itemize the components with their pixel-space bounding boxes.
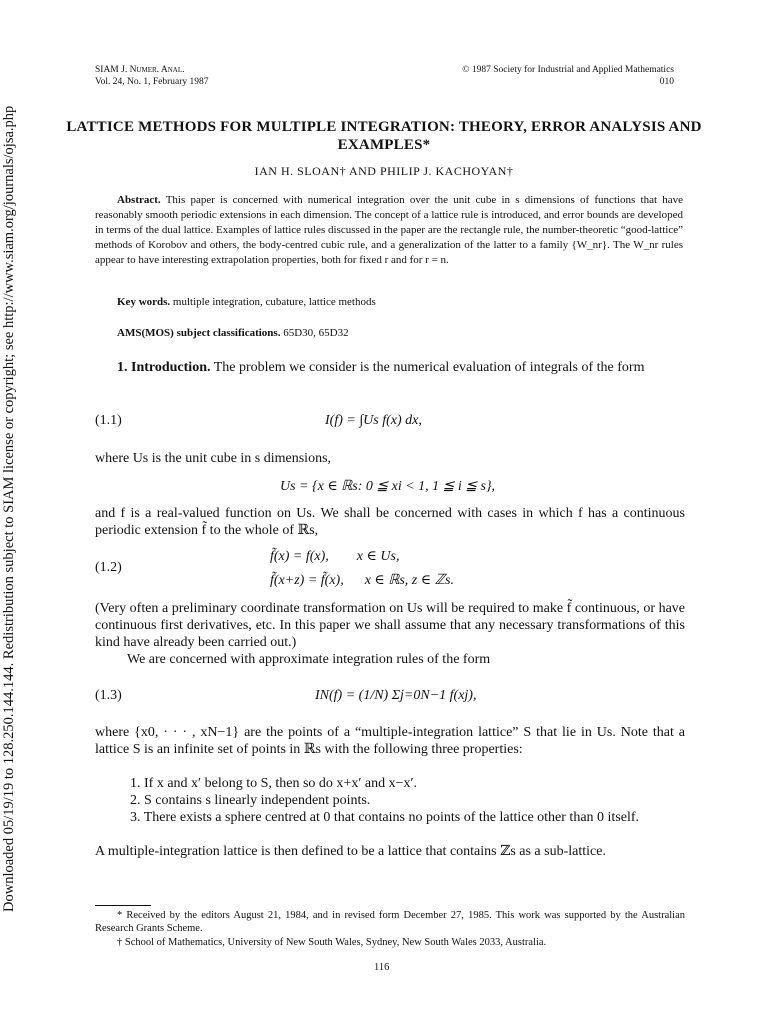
keywords-text: multiple integration, cubature, lattice methods: [172, 296, 376, 308]
paragraph-definition: A multiple-integration lattice is then defined to be a lattice that contains ℤs as a sub-lattice.: [95, 844, 606, 859]
footnote-affiliation: † School of Mathematics, University of New South Wales, Sydney, New South Wales 2033, Australia.: [117, 937, 547, 948]
abstract-label: Abstract.: [117, 194, 161, 206]
ams-label: AMS(MOS) subject classifications.: [117, 327, 281, 339]
footnote-rule: [95, 905, 151, 906]
paper-title: LATTICE METHODS FOR MULTIPLE INTEGRATION: THEORY, ERROR ANALYSIS AND EXAMPLES*: [66, 119, 702, 153]
lattice-properties: [130, 775, 685, 826]
journal-volume: Vol. 24, No. 1, February 1987: [95, 77, 209, 87]
journal-name: SIAM J. Numer. Anal.: [95, 65, 185, 75]
keywords: [117, 296, 376, 308]
intro-paragraph: [95, 359, 685, 376]
paragraph-lattice: where {x0, · · · , xN−1} are the points of a “multiple-integration lattice” S that lie in Us. Note that a lattice S is an infinite set of points in ℝs with the following three properties:: [95, 725, 685, 757]
page-number: 116: [374, 962, 390, 973]
section-heading: 1. Introduction.: [117, 360, 211, 375]
intro-text: The problem we consider is the numerical evaluation of integrals of the form: [213, 360, 645, 375]
keywords-label: Key words.: [117, 296, 171, 308]
paper-authors: IAN H. SLOAN† AND PHILIP J. KACHOYAN†: [254, 164, 514, 178]
ams-classification: [117, 327, 349, 339]
ams-text: 65D30, 65D32: [283, 327, 349, 339]
copyright-line: © 1987 Society for Industrial and Applied Mathematics: [462, 65, 674, 75]
equation-1-2a: f̃(x) = f(x), x ∈ Us,: [270, 549, 400, 564]
footnote-received: * Received by the editors August 21, 1984, and in revised form December 27, 1985. This work was supported by the Australian Research Grants Scheme.: [95, 910, 685, 934]
property-3: 3. There exists a sphere centred at 0 that contains no points of the lattice other than 0 itself.: [130, 810, 640, 825]
equation-1-1: I(f) = ∫Us f(x) dx,: [325, 413, 422, 428]
equation-1-2b: f̃(x+z) = f̃(x), x ∈ ℝs, z ∈ ℤs.: [270, 573, 454, 588]
equation-number-1-3: (1.3): [95, 688, 122, 703]
paragraph-rules: We are concerned with approximate integration rules of the form: [127, 652, 491, 667]
download-notice: Downloaded 05/19/19 to 128.250.144.144. Redistribution subject to SIAM license or copyright; see http://www.siam.org/journals/ojsa.php: [1, 105, 17, 912]
abstract-text: This paper is concerned with numerical integration over the unit cube in s dimensions of functions that have reasonably smooth periodic extensions in each dimension. The concept of a lattice rule is introduced, and error bounds are developed in terms of the dual lattice. Examples of lattice rules discussed in the paper are the rectangle rule, the number-theoretic “good-lattice” methods of Korobov and others, the body-centred cubic rule, and a generalization of the latter to a family {W_nr}. The W_nr rules appear to have interesting extrapolation properties, both for fixed r and for r = n.: [95, 194, 683, 266]
paragraph-transformation: (Very often a preliminary coordinate transformation on Us will be required to make f̃ continuous, or have continuous first derivatives, etc. In this paper we shall assume that any necessary transformations of this kind have already been carried out.): [95, 601, 685, 650]
equation-number-1-2: (1.2): [95, 560, 122, 575]
property-2: 2. S contains s linearly independent points.: [130, 793, 371, 808]
paragraph-extension: and f is a real-valued function on Us. We shall be concerned with cases in which f has a continuous periodic extension f̃ to the whole of ℝs,: [95, 506, 685, 538]
equation-number-1-1: (1.1): [95, 413, 122, 428]
property-1: 1. If x and x′ belong to S, then so do x+x′ and x−x′.: [130, 776, 418, 791]
abstract: [95, 193, 683, 268]
article-code: 010: [659, 77, 674, 87]
equation-1-3: IN(f) = (1/N) Σj=0N−1 f(xj),: [315, 688, 477, 703]
equation-unit-cube: Us = {x ∈ ℝs: 0 ≦ xi < 1, 1 ≦ i ≦ s},: [280, 479, 496, 494]
paragraph-unit-cube: where Us is the unit cube in s dimensions,: [95, 451, 332, 466]
